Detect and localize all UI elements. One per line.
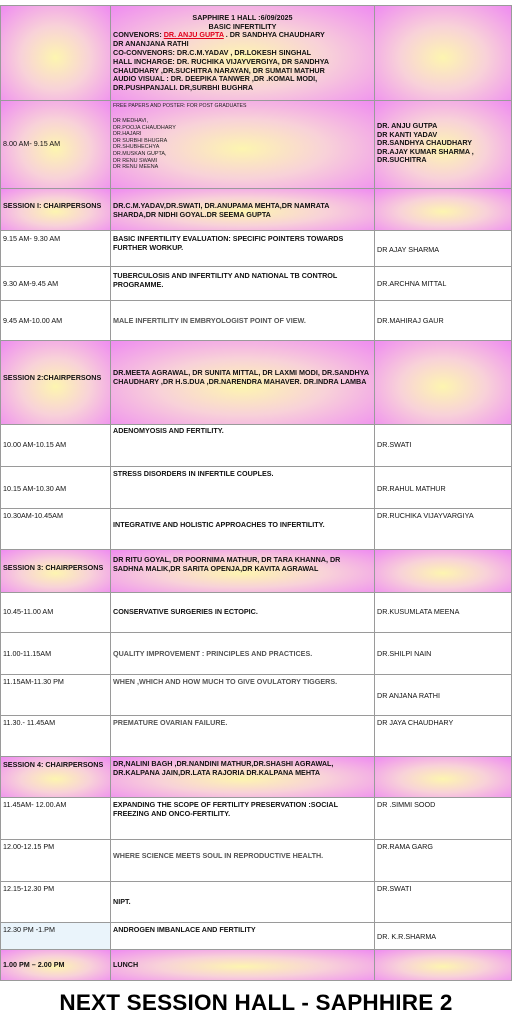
- talk-topic: INTEGRATIVE AND HOLISTIC APPROACHES TO INFERTILITY.: [113, 520, 325, 529]
- talk-row: [0, 425, 512, 467]
- track-title: BASIC INFERTILITY: [208, 21, 277, 31]
- session3-chair-row: [0, 550, 512, 593]
- talk-row: [0, 467, 512, 509]
- free-papers-time-cell: [0, 101, 111, 188]
- talk-time: 11.45AM- 12.00.AM: [3, 800, 67, 809]
- convenors: CONVENORS: DR. ANJU GUPTA . DR SANDHYA CHAUDHARY: [113, 30, 325, 39]
- session-label: SESSION I: CHAIRPERSONS: [3, 201, 102, 210]
- talk-topic: CONSERVATIVE SURGERIES IN ECTOPIC.: [113, 607, 258, 616]
- talk-time: 10.15 AM-10.30 AM: [3, 484, 67, 493]
- free-papers-time: 8.00 AM- 9.15 AM: [3, 139, 61, 148]
- talk-speaker: DR. K.R.SHARMA: [377, 932, 437, 941]
- talk-row: [0, 923, 512, 950]
- talk-speaker: DR.MAHIRAJ GAUR: [377, 316, 444, 325]
- talk-speaker: DR.KUSUMLATA MEENA: [377, 607, 460, 616]
- talk-time: 12.30 PM -1.PM: [3, 925, 55, 934]
- presenter-name: DR SURBHI BHUGRA: [113, 137, 168, 144]
- talk-speaker: DR .SIMMI SOOD: [377, 800, 436, 809]
- lunch-label: LUNCH: [113, 960, 139, 969]
- presenter-name: DR MEDHAVI,: [113, 118, 148, 124]
- free-papers-cell: [111, 101, 375, 188]
- session2-chair-row: [0, 341, 512, 425]
- session4-chair-row: [0, 757, 512, 798]
- presenter-name: DR RENU SWAMI: [113, 157, 158, 164]
- judge-name: DR.SANDHYA CHAUDHARY: [377, 138, 473, 148]
- talk-speaker: DR.SWATI: [377, 884, 412, 893]
- talk-row: [0, 798, 512, 840]
- hall-date-title: SAPPHIRE 1 HALL :6/09/2025: [192, 13, 293, 22]
- talk-topic: NIPT.: [113, 897, 131, 906]
- talk-time: 9.30 AM-9.45 AM: [3, 279, 59, 288]
- judge-name: DR. ANJU GUTPA: [377, 121, 438, 130]
- talk-topic: MALE INFERTILITY IN EMBRYOLOGIST POINT OF VIEW.: [113, 316, 306, 325]
- presenter-name: DR.SHUBHECHYA: [113, 144, 160, 151]
- session-chairs: DR RITU GOYAL, DR POORNIMA MATHUR, DR TARA KHANNA, DR SADHNA MALIK,DR SARITA OPENJA,DR KAVITA AGRAWAL: [113, 555, 341, 573]
- talk-speaker: DR AJAY SHARMA: [377, 245, 440, 254]
- free-papers-names: [113, 118, 176, 171]
- talk-topic: STRESS DISORDERS IN INFERTILE COUPLES.: [113, 469, 274, 478]
- judge-name: DR.SUCHITRA: [377, 155, 427, 165]
- presenter-name: DR.HAJARI: [113, 131, 142, 138]
- talk-row: [0, 231, 512, 267]
- talk-time: 11.15AM-11.30 PM: [3, 677, 64, 686]
- presenter-name: DR.POOJA CHAUDHARY: [113, 124, 176, 131]
- talk-topic: WHEN ,WHICH AND HOW MUCH TO GIVE OVULATORY TIGGERS.: [113, 677, 338, 686]
- header-left-cell: [0, 6, 111, 100]
- audio-visual: AUDIO VISUAL : DR. DEEPIKA TANWER ,DR .KOMAL MODI, DR.PUSHPANJALI. DR,SURBHI BUGHRA: [113, 74, 318, 92]
- session-label: SESSION 3: CHAIRPERSONS: [3, 563, 104, 572]
- free-papers-title: FREE PAPERS AND POSTER: FOR POST GRADUATES: [113, 103, 247, 109]
- presenter-name: DR RENU MEENA: [113, 164, 159, 171]
- talk-speaker: DR.RUCHIKA VIJAYVARGIYA: [377, 511, 474, 520]
- talk-topic: ANDROGEN IMBANLACE AND FERTILITY: [113, 925, 256, 934]
- co-convenors: CO-CONVENORS: DR.C.M.YADAV , DR.LOKESH SINGHAL: [113, 48, 312, 57]
- free-papers-row: [0, 101, 512, 189]
- talk-row: [0, 840, 512, 882]
- talk-topic: TUBERCULOSIS AND INFERTILITY AND NATIONAL TB CONTROL PROGRAMME.: [113, 271, 338, 289]
- talk-topic: QUALITY IMPROVEMENT : PRINCIPLES AND PRACTICES.: [113, 649, 313, 658]
- session-chairs: DR.MEETA AGRAWAL, DR SUNITA MITTAL, DR LAXMI MODI, DR.SANDHYA CHAUDHARY ,DR H.S.DUA ,DR.NARENDRA MAHAVER. DR.INDRA LAMBA: [113, 368, 369, 386]
- judge-name: DR KANTI YADAV: [377, 129, 438, 139]
- judges-cell: [375, 101, 512, 188]
- talk-speaker: DR.SHILPI NAIN: [377, 649, 432, 658]
- talk-topic: WHERE SCIENCE MEETS SOUL IN REPRODUCTIVE HEALTH.: [113, 851, 324, 860]
- session-chairs: DR,NALINI BAGH ,DR.NANDINI MATHUR,DR.SHASHI AGRAWAL, DR.KALPANA JAIN,DR.LATA RAJORIA DR.KALPANA MEHTA: [113, 759, 334, 777]
- talk-row: [0, 301, 512, 341]
- talk-speaker: DR JAYA CHAUDHARY: [377, 718, 454, 727]
- lunch-time: 1.00 PM – 2.00 PM: [3, 960, 65, 969]
- talk-row: [0, 882, 512, 923]
- talk-row: [0, 633, 512, 675]
- talk-row: [0, 675, 512, 716]
- lunch-row: [0, 950, 512, 981]
- header-center-cell: [111, 6, 375, 100]
- talk-topic: EXPANDING THE SCOPE OF FERTILITY PRESERVATION :SOCIAL FREEZING AND ONCO-FERTILITY.: [113, 800, 338, 818]
- talk-row: [0, 267, 512, 301]
- talk-speaker: DR.SWATI: [377, 440, 412, 449]
- talk-topic: PREMATURE OVARIAN FAILURE.: [113, 718, 228, 727]
- talk-row: [0, 593, 512, 633]
- convenor-highlight: DR. ANJU GUPTA: [163, 30, 224, 39]
- talk-time: 9.15 AM- 9.30 AM: [3, 234, 61, 243]
- talk-row: [0, 716, 512, 757]
- talk-time: 10.00 AM-10.15 AM: [3, 440, 67, 449]
- talk-speaker: DR ANJANA RATHI: [377, 691, 440, 700]
- judges-list: [377, 122, 474, 165]
- next-session-footer: NEXT SESSION HALL - SAPHHIRE 2: [59, 990, 453, 1015]
- session-chairs: DR.C.M.YADAV,DR.SWATI, DR.ANUPAMA MEHTA,DR NAMRATA SHARDA,DR NIDHI GOYAL.DR SEEMA GUPTA: [113, 201, 330, 219]
- session-label: SESSION 2:CHAIRPERSONS: [3, 373, 102, 382]
- talk-speaker: DR.ARCHNA MITTAL: [377, 279, 447, 288]
- talk-speaker: DR.RAHUL MATHUR: [377, 484, 446, 493]
- talk-time: 11.30.- 11.45AM: [3, 718, 56, 727]
- talk-time: 10.30AM-10.45AM: [3, 511, 63, 520]
- header-row: [0, 5, 512, 101]
- header-right-cell: [375, 6, 512, 100]
- talk-time: 10.45-11.00 AM: [3, 607, 54, 616]
- presenter-name: DR.MUSKAN GUPTA,: [113, 150, 167, 157]
- talk-speaker: DR.RAMA GARG: [377, 842, 433, 851]
- talk-row: [0, 509, 512, 550]
- talk-time: 12.00-12.15 PM: [3, 842, 55, 851]
- talk-topic: ADENOMYOSIS AND FERTILITY.: [113, 426, 224, 435]
- hall-incharge: HALL INCHARGE: DR. RUCHIKA VIJAYVERGIYA, DR SANDHYA CHAUDHARY ,DR.SUCHITRA NARAYAN, DR SUMATI MATHUR: [113, 57, 329, 75]
- judge-name: DR.AJAY KUMAR SHARMA ,: [377, 146, 474, 156]
- talk-time: 12.15-12.30 PM: [3, 884, 55, 893]
- convenors-line2: DR ANANJANA RATHI: [113, 39, 189, 48]
- talk-time: 11.00-11.15AM: [3, 649, 52, 658]
- talk-time: 9.45 AM-10.00 AM: [3, 316, 63, 325]
- talk-topic: BASIC INFERTILITY EVALUATION: SPECIFIC POINTERS TOWARDS FURTHER WORKUP.: [113, 234, 344, 252]
- session1-chair-row: [0, 189, 512, 231]
- session-label: SESSION 4: CHAIRPERSONS: [3, 760, 104, 769]
